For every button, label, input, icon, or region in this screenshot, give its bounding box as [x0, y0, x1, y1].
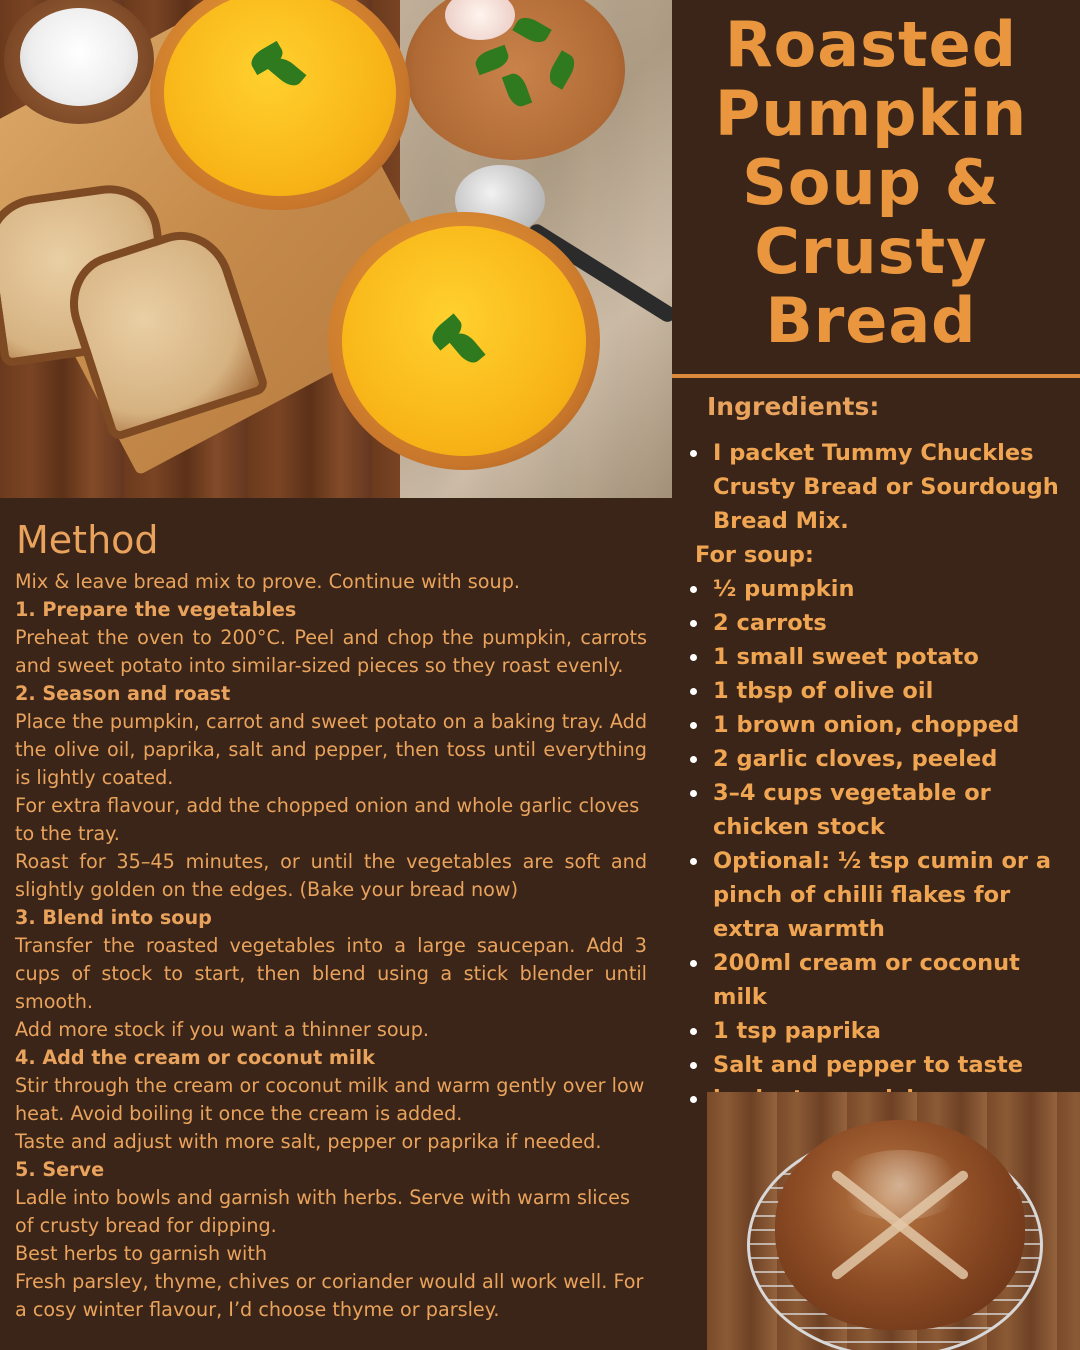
step-text: Transfer the roasted vegetables into a large saucepan. Add 3 cups of stock to start, then blend using a stick blender until smooth.	[15, 934, 647, 1013]
list-item: 3–4 cups vegetable or chicken stock	[690, 776, 1075, 844]
soup-bowl-bottom	[328, 212, 600, 470]
list-item: 1 small sweet potato	[690, 640, 1075, 674]
method-text	[15, 568, 647, 1324]
step-text: Roast for 35–45 minutes, or until the vegetables are soft and slightly golden on the edges. (Bake your bread now)	[15, 850, 647, 901]
step-text: Stir through the cream or coconut milk and warm gently over low heat. Avoid boiling it once the cream is added.	[15, 1074, 645, 1125]
step-title: 5. Serve	[15, 1158, 105, 1181]
list-item: 2 garlic cloves, peeled	[690, 742, 1075, 776]
method-intro: Mix & leave bread mix to prove. Continue with soup.	[15, 570, 520, 593]
step-title: 4. Add the cream or coconut milk	[15, 1046, 375, 1069]
list-item: 1 tsp paprika	[690, 1014, 1075, 1048]
step-title: 1. Prepare the vegetables	[15, 598, 297, 621]
step-title: 3. Blend into soup	[15, 906, 212, 929]
salt-bowl	[4, 0, 154, 124]
step-text: Fresh parsley, thyme, chives or coriander would all work well. For a cosy winter flavour, I’d choose thyme or parsley.	[15, 1270, 644, 1321]
garlic-cloves	[445, 0, 515, 40]
list-item: 1 tbsp of olive oil	[690, 674, 1075, 708]
list-item: ½ pumpkin	[690, 572, 1075, 606]
step-text: Taste and adjust with more salt, pepper or paprika if needed.	[15, 1130, 602, 1153]
ingredients-heading: Ingredients:	[707, 392, 880, 421]
list-item: 2 carrots	[690, 606, 1075, 640]
sourdough-loaf	[775, 1120, 1025, 1330]
step-text: Add more stock if you want a thinner soup.	[15, 1018, 430, 1041]
step-title: 2. Season and roast	[15, 682, 231, 705]
method-heading: Method	[16, 518, 159, 562]
step-text: Preheat the oven to 200°C. Peel and chop the pumpkin, carrots and sweet potato into similar-sized pieces so they roast evenly.	[15, 626, 647, 677]
soup-photo	[0, 0, 672, 498]
list-item: 1 brown onion, chopped	[690, 708, 1075, 742]
list-item: Optional: ½ tsp cumin or a pinch of chilli flakes for extra warmth	[690, 844, 1075, 946]
step-text: For extra flavour, add the chopped onion and whole garlic cloves to the tray.	[15, 794, 640, 845]
list-item: I packet Tummy Chuckles Crusty Bread or Sourdough Bread Mix.	[690, 436, 1075, 538]
list-item: Salt and pepper to taste	[690, 1048, 1075, 1082]
recipe-title: Roasted Pumpkin Soup & Crusty Bread	[714, 8, 1028, 357]
step-text: Ladle into bowls and garnish with herbs. Serve with warm slices of crusty bread for dipping.	[15, 1186, 630, 1237]
list-item: 200ml cream or coconut milk	[690, 946, 1075, 1014]
herbs-title: Best herbs to garnish with	[15, 1242, 268, 1265]
title-divider	[672, 374, 1080, 378]
soup-subheading: For soup:	[695, 542, 814, 568]
bread-loaf-photo	[707, 1092, 1080, 1350]
step-text: Place the pumpkin, carrot and sweet potato on a baking tray. Add the olive oil, paprika, salt and pepper, then toss until everything is lightly coated.	[15, 710, 647, 789]
ingredients-list	[690, 436, 1075, 1116]
